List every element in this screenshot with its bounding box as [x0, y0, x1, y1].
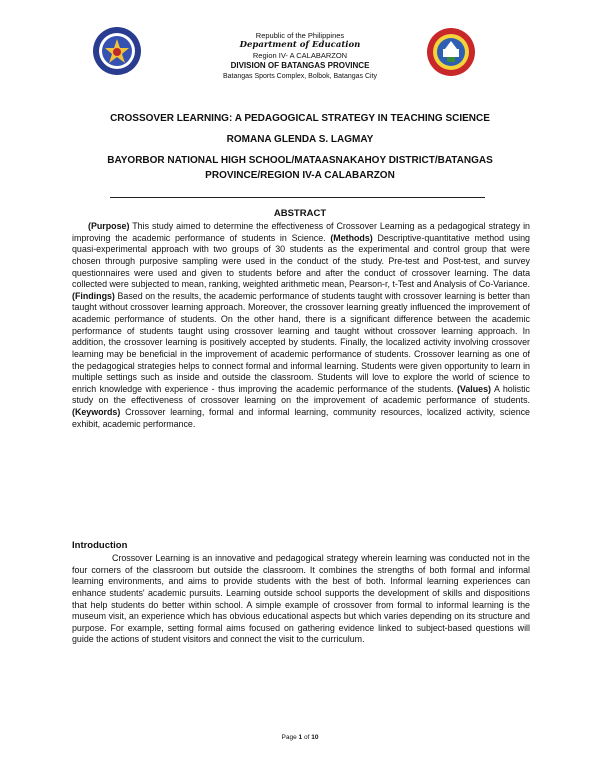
deped-seal-icon	[92, 26, 142, 76]
header-division: DIVISION OF BATANGAS PROVINCE	[230, 61, 370, 70]
header-region: Region IV- A CALABARZON	[252, 51, 348, 60]
affiliation-line-1: BAYORBOR NATIONAL HIGH SCHOOL/MATAASNAKAHOY DISTRICT/BATANGAS	[107, 155, 493, 166]
paper-title: CROSSOVER LEARNING: A PEDAGOGICAL STRATEGY IN TEACHING SCIENCE	[110, 113, 490, 124]
header-department: Department of Education	[239, 40, 361, 50]
page-total: 10	[311, 734, 319, 741]
introduction-heading: Introduction	[72, 540, 128, 551]
findings-text: Based on the results, the academic performance of students taught with crossover learning is better than taught without crossover learning approach. Moreover, the crossover learning greatly influenced the improvement of academic performance of students. On the other hand, there is a significant difference between the academic performance of students taught using crossover learning and taught without crossover learning approach. In addition, the crossover learning is positively accepted by students. Finally, the localized activity involving crossover learning may be beneficial in the improvement of academic performance of students. Crossover learning as one of the pedagogical strategies helps to connect formal and informal learning. Students were given opportunity to learn in multiple settings such as inside and outside the classroom. Students will love to explore the world of science to enrich knowledge with experience - thus improving the academic performance of the students.	[72, 290, 530, 394]
header-address: Batangas Sports Complex, Bolbok, Batangas City	[222, 73, 378, 80]
abstract-body	[72, 221, 530, 430]
affiliation-line-2: PROVINCE/REGION IV-A CALABARZON	[205, 170, 395, 181]
keywords-text: Crossover learning, formal and informal learning, community resources, localized activity, science exhibit, academic performance.	[72, 407, 530, 429]
page-of: of	[303, 734, 310, 741]
findings-label: (Findings)	[72, 290, 115, 301]
keywords-label: (Keywords)	[72, 407, 121, 417]
methods-text: Descriptive-quantitative method using quasi-experimental approach with two groups of 30 students as the experimental and control group that were chosen through purposive sampling were used in the conduct of the study. Pre-test and Post-test, and survey questionnaires were used and given to students before and after the conduct of crossover learning. The data collected were subjected to mean, ranking, weighted arithmetic mean, Pearson-r, t-Test and Analysis of Co-Variance.	[72, 232, 530, 290]
values-text: A holistic study on the effectiveness of crossover learning on the improvement of academic performance of students.	[72, 383, 530, 406]
header-republic: Republic of the Philippines	[255, 31, 345, 40]
introduction-text: Crossover Learning is an innovative and pedagogical strategy wherein learning was conducted not in the four corners of the classroom but outside the classroom. It combines the strengths of both formal and informal learning environments, and aims to provide students with the best of both. Informal learning experiences can enhance students' academic pursuits. Learning outside school supports the development of skills and dispositions that help students do better within school. A simple example of crossover from formal to informal learning is the museum visit, an experience which has obvious educational aspects but which varies depending on its structure and purpose. For example, setting formal aims focused on gathering evidence linked to subject-based questions will guide the actions of student visitors and connect the visit to the curriculum.	[72, 553, 530, 645]
purpose-label: (Purpose)	[88, 221, 130, 231]
methods-label: (Methods)	[330, 232, 373, 243]
abstract-heading: ABSTRACT	[273, 208, 327, 219]
introduction-body	[72, 553, 530, 646]
values-label: (Values)	[456, 383, 491, 394]
page-current: 1	[298, 734, 303, 741]
author-name: ROMANA GLENDA S. LAGMAY	[226, 134, 374, 145]
page-footer	[0, 734, 600, 741]
title-divider	[110, 197, 485, 198]
purpose-text: This study aimed to determine the effectiveness of Crossover Learning as a pedagogical strategy in improving the academic performance of students in Science.	[72, 221, 530, 243]
page-word: Page	[281, 734, 297, 741]
